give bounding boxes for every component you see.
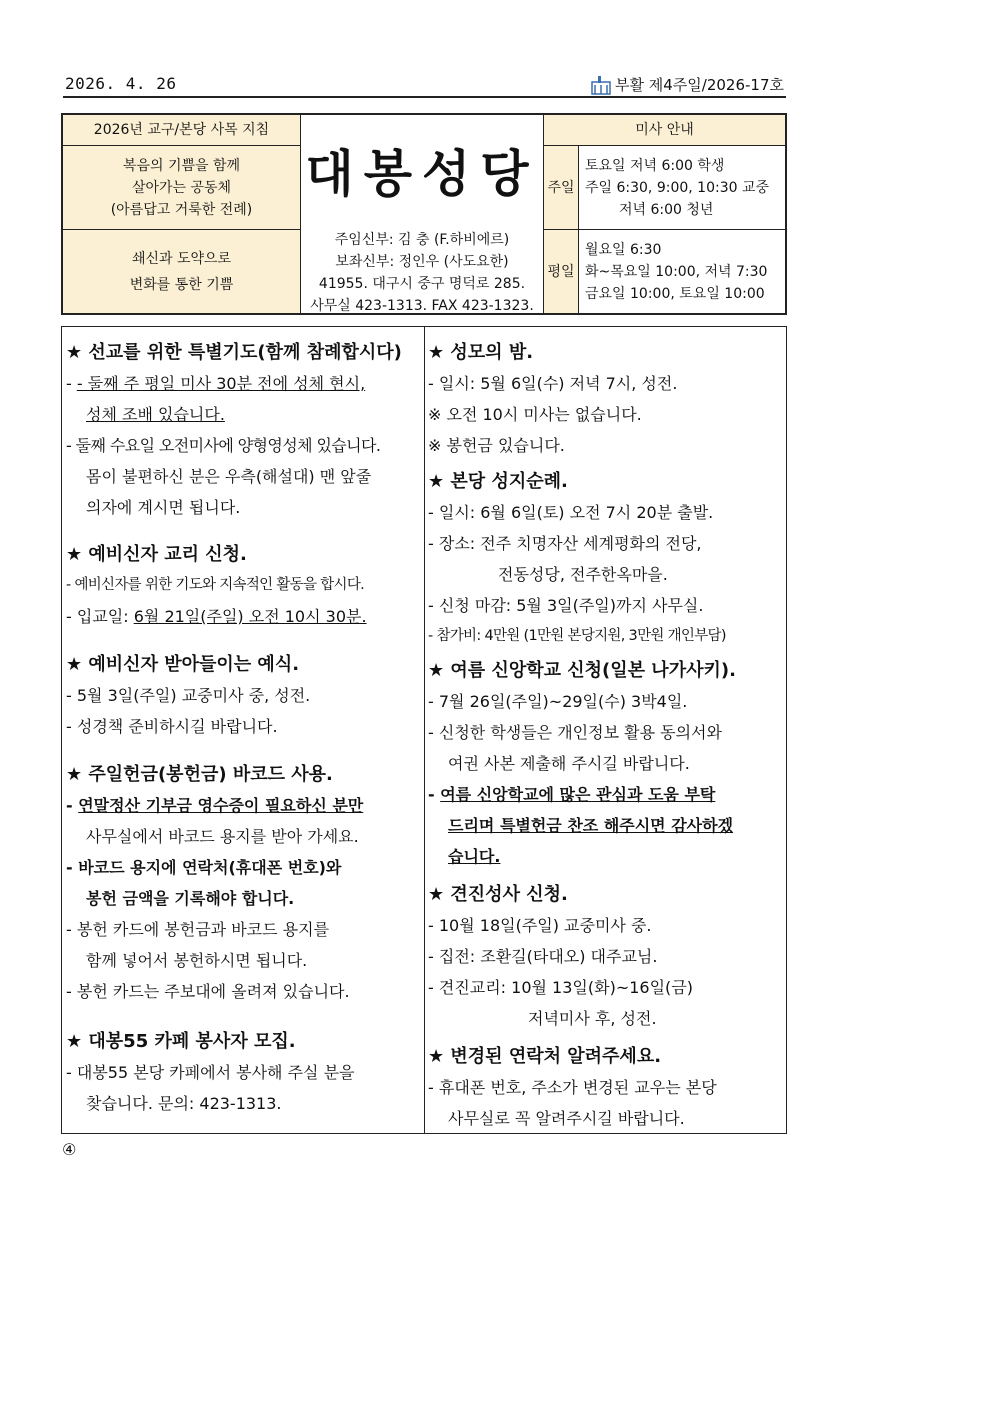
section-pilgrimage xyxy=(428,467,784,652)
guideline-2-line: 변화를 통한 기쁨 xyxy=(129,276,234,293)
bulletin-date: 2026. 4. 26 xyxy=(65,74,177,93)
section-summer-faith-school xyxy=(428,656,784,872)
announcement-line: - 7월 26일(주일)~29일(수) 3박4일. xyxy=(428,692,688,711)
sunday-line: 주일 6:30, 9:00, 10:30 교중 xyxy=(585,179,770,196)
page-number: ④ xyxy=(62,1140,77,1159)
guideline-1-line: (아름답고 거룩한 전례) xyxy=(110,201,253,218)
header-table xyxy=(61,113,787,315)
sunday-label: 주일 xyxy=(543,146,579,230)
announcement-line: - 장소: 전주 치명자산 세계평화의 전당, xyxy=(428,534,702,553)
mass-title: 미사 안내 xyxy=(543,115,785,146)
weekday-line: 월요일 6:30 xyxy=(585,241,662,258)
announcement-line: - 5월 3일(주일) 교중미사 중, 성전. xyxy=(66,686,311,705)
section-title: ★ 성모의 밤. xyxy=(428,342,534,363)
announcement-line: 습니다. xyxy=(448,847,501,866)
sunday-mass-times xyxy=(579,146,785,230)
announcement-line: - 일시: 6월 6일(토) 오전 7시 20분 출발. xyxy=(428,503,714,522)
announcement-line: - 성경책 준비하시길 바랍니다. xyxy=(66,717,278,736)
announcement-line: 사무실로 꼭 알려주시길 바랍니다. xyxy=(448,1109,685,1128)
church-name: 대봉성당 xyxy=(305,144,539,203)
section-catechumen-rite xyxy=(66,650,422,742)
announcement-line: 여권 사본 제출해 주시길 바랍니다. xyxy=(448,754,690,773)
section-mission-prayer xyxy=(66,338,422,523)
announcement-line: - 예비신자를 위한 기도와 지속적인 활동을 합시다. xyxy=(66,577,365,593)
announcement-line: - 신청한 학생들은 개인정보 활용 동의서와 xyxy=(428,723,722,742)
church-icon xyxy=(590,75,612,95)
announcement-line: - 여름 신앙학교에 많은 관심과 도움 부탁 xyxy=(428,785,716,804)
announcement-line: 의자에 계시면 됩니다. xyxy=(86,498,241,517)
announcement-line: - 봉헌 카드에 봉헌금과 바코드 용지를 xyxy=(66,920,330,939)
pastor-line: 주임신부: 김 충 (F.하비에르) xyxy=(334,232,510,248)
guideline-box-2 xyxy=(63,230,301,313)
section-title: ★ 주일헌금(봉헌금) 바코드 사용. xyxy=(66,764,333,785)
left-column xyxy=(62,327,425,1133)
pastor-line: 보좌신부: 정인우 (사도요한) xyxy=(335,254,509,270)
announcement-line: - 바코드 용지에 연락처(휴대폰 번호)와 xyxy=(66,858,342,877)
phone-line: 사무실 423-1313. FAX 423-1323. xyxy=(310,298,534,314)
announcement-line: - 연말정산 기부금 영수증이 필요하신 분만 xyxy=(66,796,364,815)
pastor-info xyxy=(301,233,543,313)
section-title: ★ 예비신자 받아들이는 예식. xyxy=(66,654,300,675)
announcement-line: 찾습니다. 문의: 423-1313. xyxy=(86,1094,282,1113)
announcement-line: - 봉헌 카드는 주보대에 올려져 있습니다. xyxy=(66,982,350,1001)
announcement-line: 봉헌 금액을 기록해야 합니다. xyxy=(86,889,295,908)
issue-text: 부활 제4주일/2026-17호 xyxy=(615,76,784,94)
guideline-2-line: 쇄신과 도약으로 xyxy=(131,250,232,267)
announcement-line: - 대봉55 본당 카페에서 봉사해 주실 분을 xyxy=(66,1063,355,1082)
section-confirmation xyxy=(428,880,784,1034)
announcement-line: - 참가비: 4만원 (1만원 본당지원, 3만원 개인부담) xyxy=(428,628,726,644)
announcement-line: - 둘째 수요일 오전미사에 양형영성체 있습니다. xyxy=(66,436,381,455)
section-contact-update xyxy=(428,1042,784,1134)
sunday-line: 토요일 저녁 6:00 학생 xyxy=(585,157,725,174)
guideline-box-1 xyxy=(63,146,301,230)
announcement-line: - 신청 마감: 5월 3일(주일)까지 사무실. xyxy=(428,596,704,615)
announcement-line: ※ 봉헌금 있습니다. xyxy=(428,436,565,455)
announcement-line: ※ 오전 10시 미사는 없습니다. xyxy=(428,405,642,424)
section-title: ★ 본당 성지순례. xyxy=(428,471,568,492)
section-barcode-offering xyxy=(66,760,422,1007)
announcement-line: - 10월 18일(주일) 교중미사 중. xyxy=(428,916,652,935)
right-column xyxy=(424,327,786,1133)
section-title: ★ 변경된 연락처 알려주세요. xyxy=(428,1046,662,1067)
section-title: ★ 선교를 위한 특별기도(함께 참례합시다) xyxy=(66,342,402,363)
announcement-line: - 집전: 조환길(타대오) 대주교님. xyxy=(428,947,658,966)
announcements-box xyxy=(61,326,787,1134)
section-title: ★ 여름 신앙학교 신청(일본 나가사키). xyxy=(428,660,736,681)
announcement-line: 드리며 특별헌금 찬조 해주시면 감사하겠 xyxy=(448,816,734,835)
announcement-line: 사무실에서 바코드 용지를 받아 가세요. xyxy=(86,827,359,846)
sunday-line: 저녁 6:00 청년 xyxy=(619,201,714,218)
announcement-line: 함께 넣어서 봉헌하시면 됩니다. xyxy=(86,951,308,970)
section-marian-night xyxy=(428,338,784,461)
announcement-line: - 입교일: 6월 21일(주일) 오전 10시 30분. xyxy=(66,607,367,626)
section-title: ★ 예비신자 교리 신청. xyxy=(66,544,247,565)
weekday-line: 금요일 10:00, 토요일 10:00 xyxy=(585,285,765,302)
announcement-line: 전동성당, 전주한옥마을. xyxy=(498,565,668,584)
announcement-line: 저녁미사 후, 성전. xyxy=(528,1009,657,1028)
address-line: 41955. 대구시 중구 명덕로 285. xyxy=(318,276,526,292)
announcement-line: 성체 조배 있습니다. xyxy=(86,405,225,424)
announcement-line: - 휴대폰 번호, 주소가 변경된 교우는 본당 xyxy=(428,1078,717,1097)
announcement-line: 몸이 불편하신 분은 우측(해설대) 맨 앞줄 xyxy=(86,467,372,486)
weekday-mass-times xyxy=(579,230,785,313)
top-bar xyxy=(63,72,786,98)
issue-info xyxy=(590,74,784,95)
section-catechumen-registration xyxy=(66,540,422,632)
section-cafe-volunteers xyxy=(66,1027,422,1119)
announcement-line: - - 둘째 주 평일 미사 30분 전에 성체 현시, xyxy=(66,374,366,393)
weekday-line: 화~목요일 10:00, 저녁 7:30 xyxy=(585,263,768,280)
announcement-line: - 견진교리: 10월 13일(화)~16일(금) xyxy=(428,978,693,997)
church-name-cell xyxy=(301,115,543,233)
guideline-1-line: 복음의 기쁨을 함께 xyxy=(122,157,241,174)
section-title: ★ 대봉55 카페 봉사자 모집. xyxy=(66,1031,296,1052)
guideline-title: 2026년 교구/본당 사목 지침 xyxy=(63,115,301,146)
announcement-line: - 일시: 5월 6일(수) 저녁 7시, 성전. xyxy=(428,374,678,393)
guideline-1-line: 살아가는 공동체 xyxy=(131,179,232,196)
section-title: ★ 견진성사 신청. xyxy=(428,884,568,905)
weekday-label: 평일 xyxy=(543,230,579,313)
